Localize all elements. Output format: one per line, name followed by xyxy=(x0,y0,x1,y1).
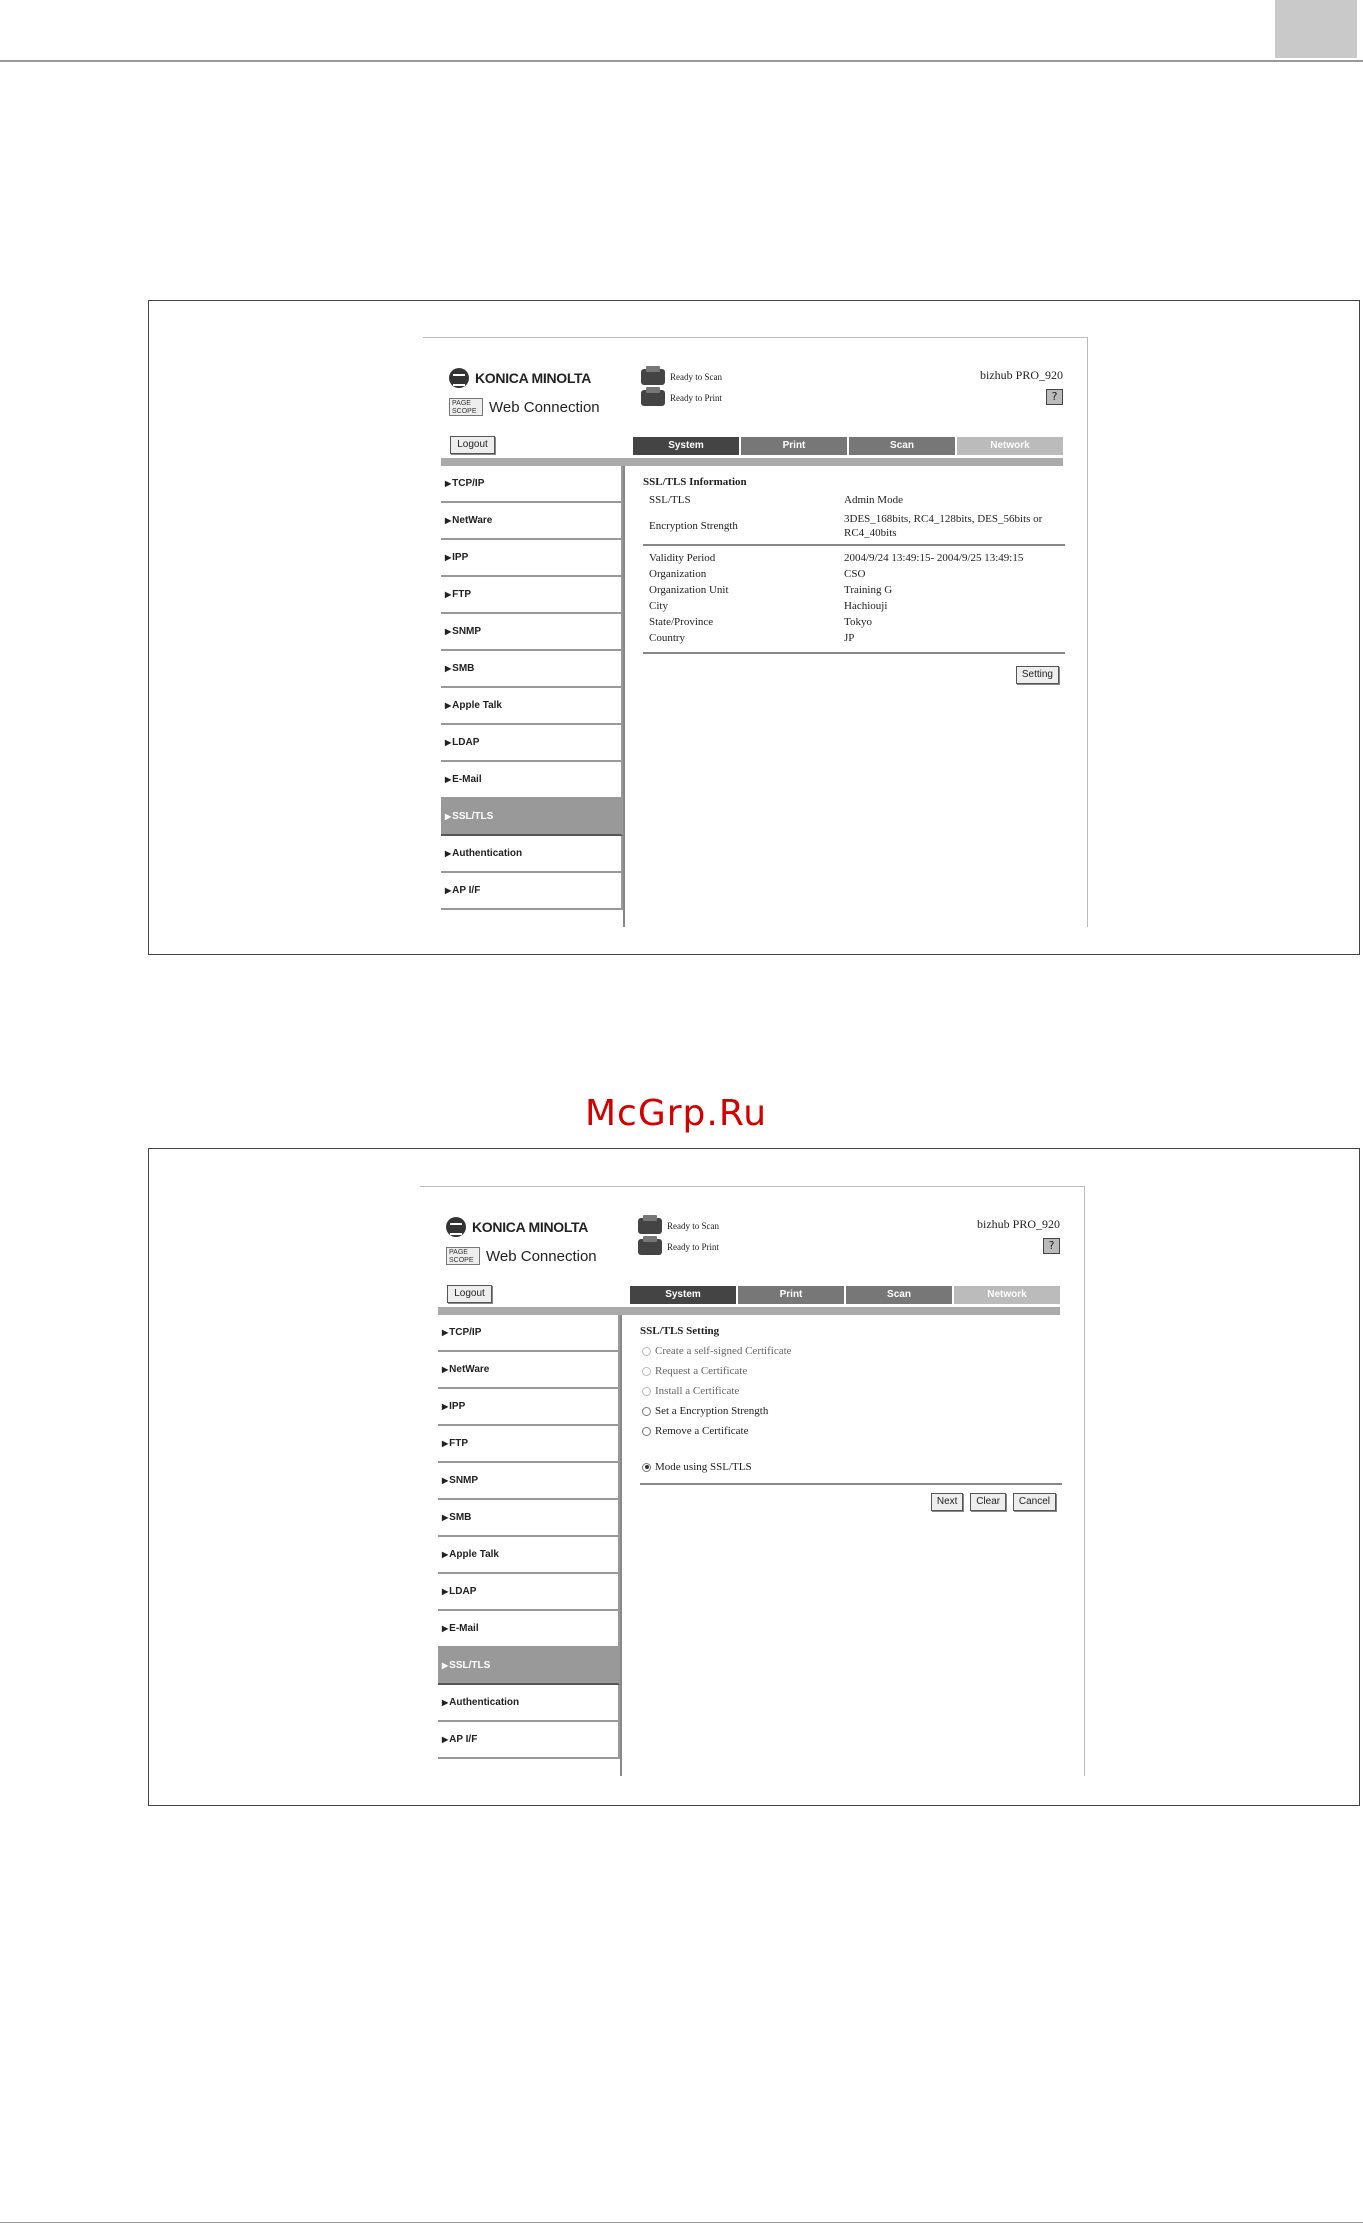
arrow-right-icon: ▶ xyxy=(445,738,452,747)
clear-button[interactable]: Clear xyxy=(970,1493,1006,1511)
ssl-tls-information-panel xyxy=(643,476,1065,684)
printer-icon xyxy=(638,1239,662,1255)
arrow-right-icon: ▶ xyxy=(445,664,452,673)
sidebar-item-ftp[interactable] xyxy=(441,577,623,614)
option-create-self-signed[interactable] xyxy=(640,1341,1062,1361)
row-value: Hachiouji xyxy=(844,600,888,612)
sidebar-item-label: SMB xyxy=(452,663,475,674)
row-value: 2004/9/24 13:49:15- 2004/9/25 13:49:15 xyxy=(844,552,1024,564)
row-label: Country xyxy=(649,632,686,644)
arrow-right-icon: ▶ xyxy=(445,775,452,784)
arrow-right-icon: ▶ xyxy=(442,1513,449,1522)
radio-button-selected[interactable] xyxy=(642,1463,651,1472)
sidebar-item-ldap[interactable] xyxy=(438,1574,620,1611)
sidebar-item-label: AP I/F xyxy=(449,1734,478,1745)
arrow-right-icon: ▶ xyxy=(445,516,452,525)
sidebar-item-smb[interactable] xyxy=(438,1500,620,1537)
sidebar-item-tcpip[interactable] xyxy=(441,466,623,503)
row-value: Admin Mode xyxy=(844,494,903,506)
ssl-tls-setting-panel xyxy=(640,1325,1062,1511)
sidebar-item-apple-talk[interactable] xyxy=(438,1537,620,1574)
sidebar-item-smb[interactable] xyxy=(441,651,623,688)
option-label: Create a self-signed Certificate xyxy=(655,1345,792,1357)
arrow-right-icon: ▶ xyxy=(445,812,452,821)
header-rule xyxy=(0,60,1363,62)
tab-print[interactable]: Print xyxy=(741,437,849,455)
sidebar-item-label: Apple Talk xyxy=(452,700,502,711)
table-row xyxy=(643,508,1065,544)
device-name: bizhub PRO_920 xyxy=(976,1217,1060,1231)
sidebar-item-label: NetWare xyxy=(449,1364,490,1375)
option-label: Request a Certificate xyxy=(655,1365,748,1377)
brand-name: KONICA MINOLTA xyxy=(472,1219,589,1235)
panel-divider xyxy=(643,652,1065,654)
help-icon[interactable]: ? xyxy=(1043,1238,1060,1254)
scan-status: Ready to Scan xyxy=(670,371,722,382)
table-row xyxy=(643,566,1065,582)
radio-button[interactable] xyxy=(642,1347,651,1356)
pagescope-logo: PAGE SCOPE xyxy=(446,1247,480,1265)
sidebar-item-label: TCP/IP xyxy=(452,478,485,489)
row-value: Tokyo xyxy=(844,616,872,628)
help-icon[interactable]: ? xyxy=(1046,389,1063,405)
arrow-right-icon: ▶ xyxy=(442,1587,449,1596)
sidebar-item-label: E-Mail xyxy=(452,774,482,785)
sidebar-item-ipp[interactable] xyxy=(438,1389,620,1426)
watermark-text: McGrp.Ru xyxy=(585,1093,768,1134)
row-label: State/Province xyxy=(649,616,714,628)
arrow-right-icon: ▶ xyxy=(442,1476,449,1485)
sidebar-item-ap-if[interactable] xyxy=(441,873,623,910)
device-info xyxy=(977,1217,1060,1254)
scanner-icon xyxy=(641,369,665,385)
arrow-right-icon: ▶ xyxy=(445,590,452,599)
sidebar-item-email[interactable] xyxy=(441,762,623,799)
product-name: Web Connection xyxy=(486,1247,597,1265)
row-label: Encryption Strength xyxy=(649,520,738,532)
sidebar-item-label: IPP xyxy=(452,552,469,563)
sidebar-item-ssl-tls[interactable] xyxy=(438,1648,620,1685)
page-corner-tab xyxy=(1275,0,1357,58)
cancel-button[interactable]: Cancel xyxy=(1013,1493,1056,1511)
row-value: CSO xyxy=(844,568,866,580)
print-status: Ready to Print xyxy=(667,1241,719,1252)
sidebar-item-email[interactable] xyxy=(438,1611,620,1648)
sidebar-item-label: IPP xyxy=(449,1401,466,1412)
arrow-right-icon: ▶ xyxy=(442,1402,449,1411)
row-label: Organization Unit xyxy=(649,584,729,596)
option-label: Remove a Certificate xyxy=(655,1425,749,1437)
option-label: Install a Certificate xyxy=(655,1385,740,1397)
option-install-certificate[interactable] xyxy=(640,1381,1062,1401)
sidebar-item-ftp[interactable] xyxy=(438,1426,620,1463)
sidebar-item-label: Authentication xyxy=(449,1697,520,1708)
footer-rule xyxy=(0,2222,1363,2223)
setting-button[interactable]: Setting xyxy=(1016,666,1059,684)
brand-block xyxy=(449,368,600,416)
arrow-right-icon: ▶ xyxy=(442,1328,449,1337)
option-label: Mode using SSL/TLS xyxy=(655,1461,752,1473)
arrow-right-icon: ▶ xyxy=(442,1439,449,1448)
sidebar-item-label: SSL/TLS xyxy=(452,811,494,822)
sidebar-item-label: SNMP xyxy=(449,1475,479,1486)
table-row xyxy=(643,630,1065,646)
panel-title: SSL/TLS Setting xyxy=(640,1325,720,1337)
tab-network[interactable]: Network xyxy=(954,1286,1060,1304)
device-name: bizhub PRO_920 xyxy=(979,368,1063,382)
row-value: Training G xyxy=(844,584,893,596)
row-value: 3DES_168bits, RC4_128bits, DES_56bits or RC4_40bits xyxy=(844,513,1043,539)
sidebar-item-authentication[interactable] xyxy=(438,1685,620,1722)
sidebar-item-apple-talk[interactable] xyxy=(441,688,623,725)
sidebar-item-label: E-Mail xyxy=(449,1623,479,1634)
table-row xyxy=(643,582,1065,598)
device-info xyxy=(980,368,1063,405)
logout-button[interactable]: Logout xyxy=(447,1285,492,1303)
option-set-encryption-strength[interactable] xyxy=(640,1401,1062,1421)
sidebar-item-label: Apple Talk xyxy=(449,1549,499,1560)
option-mode-using-ssl-tls[interactable] xyxy=(640,1457,1062,1477)
printer-icon xyxy=(641,390,665,406)
sidebar-item-label: LDAP xyxy=(452,737,480,748)
radio-button[interactable] xyxy=(642,1407,651,1416)
tab-scan[interactable]: Scan xyxy=(846,1286,954,1304)
sidebar-item-ssl-tls[interactable] xyxy=(441,799,623,836)
sidebar-item-netware[interactable] xyxy=(441,503,623,540)
radio-button[interactable] xyxy=(642,1367,651,1376)
product-name: Web Connection xyxy=(489,398,600,416)
sidebar-item-ap-if[interactable] xyxy=(438,1722,620,1759)
panel-title: SSL/TLS Information xyxy=(643,476,747,488)
sidebar-item-label: SMB xyxy=(449,1512,472,1523)
table-row xyxy=(643,550,1065,566)
arrow-right-icon: ▶ xyxy=(442,1735,449,1744)
sidebar-item-tcpip[interactable] xyxy=(438,1315,620,1352)
arrow-right-icon: ▶ xyxy=(442,1550,449,1559)
sidebar xyxy=(438,1315,622,1776)
logout-button[interactable]: Logout xyxy=(450,436,495,454)
tab-underline-bar xyxy=(441,458,1063,466)
option-label: Set a Encryption Strength xyxy=(655,1405,769,1417)
arrow-right-icon: ▶ xyxy=(445,627,452,636)
tab-underline-bar xyxy=(438,1307,1060,1315)
sidebar-item-label: Authentication xyxy=(452,848,523,859)
tab-print[interactable]: Print xyxy=(738,1286,846,1304)
sidebar-item-label: NetWare xyxy=(452,515,493,526)
arrow-right-icon: ▶ xyxy=(445,479,452,488)
tab-network[interactable]: Network xyxy=(957,437,1063,455)
print-status: Ready to Print xyxy=(670,392,722,403)
ssl-tls-information-screen xyxy=(423,337,1088,927)
sidebar-item-label: LDAP xyxy=(449,1586,477,1597)
arrow-right-icon: ▶ xyxy=(442,1661,449,1670)
arrow-right-icon: ▶ xyxy=(445,849,452,858)
tab-system[interactable]: System xyxy=(630,1286,738,1304)
scan-status: Ready to Scan xyxy=(667,1220,719,1231)
sidebar-item-snmp[interactable] xyxy=(441,614,623,651)
panel-divider xyxy=(640,1483,1062,1485)
arrow-right-icon: ▶ xyxy=(445,886,452,895)
row-label: Validity Period xyxy=(649,552,716,564)
sidebar-item-ldap[interactable] xyxy=(441,725,623,762)
arrow-right-icon: ▶ xyxy=(442,1698,449,1707)
next-button[interactable]: Next xyxy=(931,1493,964,1511)
sidebar-item-label: AP I/F xyxy=(452,885,481,896)
konica-minolta-logo-icon xyxy=(449,368,469,388)
button-row xyxy=(643,666,1065,684)
sidebar-item-label: SNMP xyxy=(452,626,482,637)
sidebar-item-label: TCP/IP xyxy=(449,1327,482,1338)
row-label: Organization xyxy=(649,568,707,580)
table-row xyxy=(643,614,1065,630)
main-tabs xyxy=(630,1286,1060,1304)
row-label: City xyxy=(649,600,668,612)
info-table xyxy=(643,492,1065,646)
arrow-right-icon: ▶ xyxy=(442,1365,449,1374)
sidebar-item-label: FTP xyxy=(449,1438,469,1449)
button-row xyxy=(640,1493,1062,1511)
option-request-certificate[interactable] xyxy=(640,1361,1062,1381)
arrow-right-icon: ▶ xyxy=(445,553,452,562)
sidebar-item-ipp[interactable] xyxy=(441,540,623,577)
brand-block xyxy=(446,1217,597,1265)
sidebar-item-label: SSL/TLS xyxy=(449,1660,491,1671)
device-status xyxy=(638,1215,719,1257)
tab-scan[interactable]: Scan xyxy=(849,437,957,455)
tab-system[interactable]: System xyxy=(633,437,741,455)
option-remove-certificate[interactable] xyxy=(640,1421,1062,1441)
sidebar-item-label: FTP xyxy=(452,589,472,600)
brand-name: KONICA MINOLTA xyxy=(475,370,592,386)
radio-button[interactable] xyxy=(642,1427,651,1436)
row-value: JP xyxy=(844,632,855,644)
radio-button[interactable] xyxy=(642,1387,651,1396)
arrow-right-icon: ▶ xyxy=(445,701,452,710)
sidebar xyxy=(441,466,625,927)
sidebar-item-authentication[interactable] xyxy=(441,836,623,873)
table-row xyxy=(643,492,1065,508)
row-label: SSL/TLS xyxy=(649,494,691,506)
pagescope-logo: PAGE SCOPE xyxy=(449,398,483,416)
main-tabs xyxy=(633,437,1063,455)
sidebar-item-snmp[interactable] xyxy=(438,1463,620,1500)
table-row xyxy=(643,598,1065,614)
scanner-icon xyxy=(638,1218,662,1234)
device-status xyxy=(641,366,722,408)
konica-minolta-logo-icon xyxy=(446,1217,466,1237)
arrow-right-icon: ▶ xyxy=(442,1624,449,1633)
sidebar-item-netware[interactable] xyxy=(438,1352,620,1389)
ssl-tls-setting-screen xyxy=(420,1186,1085,1776)
